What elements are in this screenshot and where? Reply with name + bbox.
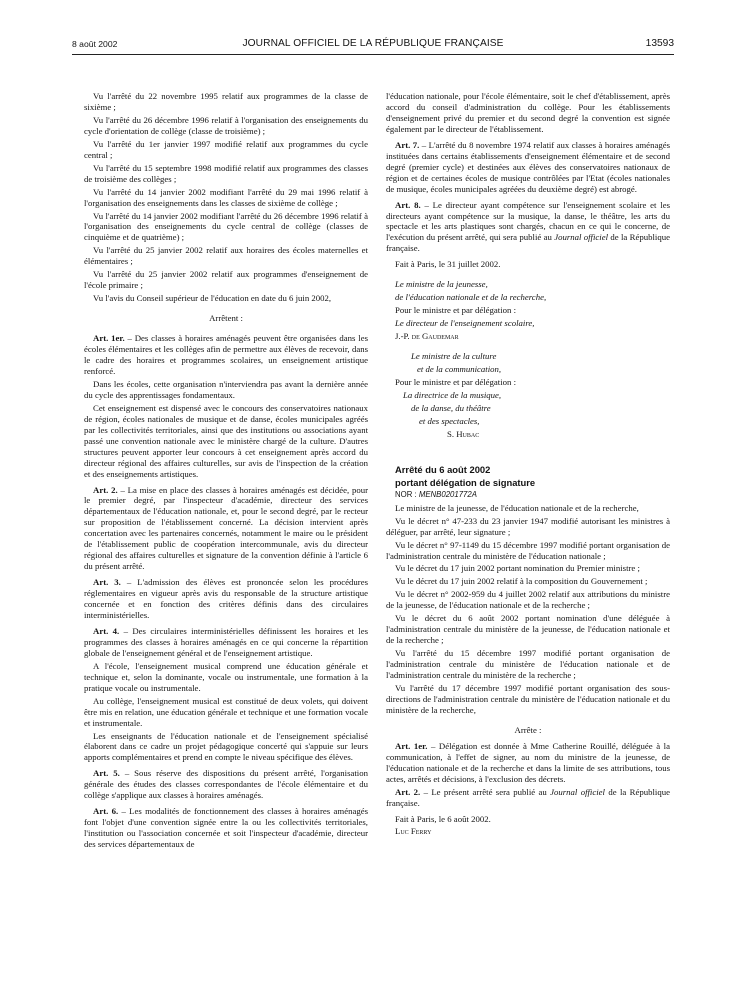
signature-line: Pour le ministre et par délégation :	[395, 376, 517, 387]
nor-reference: NOR : MENB0201772A	[395, 489, 477, 499]
vu-clause: Vu l'avis du Conseil supérieur de l'éducation en date du 6 juin 2002,	[93, 293, 332, 304]
vu-clause: Vu l'arrêté du 15 septembre 1998 modifié relatif aux programmes des classes de troisième des collèges ;	[84, 162, 368, 184]
article-label: Art. 5.	[93, 768, 120, 779]
paragraph: Le ministre de la jeunesse, de l'éducation nationale et de la recherche,	[395, 502, 639, 513]
article-label: Art. 2.	[93, 484, 118, 495]
article-8: Art. 8. – Le directeur ayant compétence sur l'enseignement scolaire et les directeurs ayant compétence sur la musique, la danse, le théâtre, les arts du spectacle et les arts plastiques sont chargés, chacun en ce qui le concerne, de l'exécution du présent arrêté, qui sera publié au Journal officiel de la République française.	[386, 199, 670, 254]
signature-line: de la danse, du théâtre	[411, 402, 491, 413]
article-label: Art. 2.	[395, 786, 421, 797]
arrete-heading: Arrête :	[514, 724, 542, 735]
vu-clause: Vu le décret du 6 août 2002 portant nomination d'une déléguée à l'administration centrale du ministère de la jeunesse, de l'éducation nationale et de la recherche ;	[386, 613, 670, 646]
paragraph: Les enseignants de l'éducation nationale et de l'enseignement spécialisé élaborent dans ce cadre un projet pédagogique concerté qui s'appuie sur leurs apports complémentaires et prend en compte le niveau spécifique des élèves.	[84, 730, 368, 763]
article-2: Art. 2. – Le présent arrêté sera publié au Journal officiel de la République française.	[386, 786, 670, 808]
vu-clause: Vu l'arrêté du 15 décembre 1997 modifié portant organisation de l'administration centrale du ministère de l'éducation nationale et de l'administration centrale du ministère de la recherche ;	[386, 648, 670, 681]
article-label: Art. 6.	[93, 806, 119, 817]
paragraph: l'éducation nationale, pour l'école élémentaire, soit le chef d'établissement, après accord du conseil d'administration du collège. Pour les établissements d'enseignement privé du premier et du second degré la convention est signée également par le directeur de l'établissement.	[386, 91, 670, 134]
vu-clause: Vu l'arrêté du 25 janvier 2002 relatif aux horaires des écoles maternelles et élémentaires ;	[84, 245, 368, 267]
article-label: Art. 1er.	[93, 333, 125, 344]
paragraph: Au collège, l'enseignement musical est constitué de deux volets, qui doivent être mis en relation, une éducation générale et technique et une formation vocale et instrumentale.	[84, 695, 368, 728]
article-label: Art. 3.	[93, 577, 121, 588]
left-column	[84, 91, 368, 852]
vu-clause: Vu l'arrêté du 17 décembre 1997 modifié portant organisation des sous-directions de l'administration centrale du ministère de l'éducation nationale et du ministère de la recherche,	[386, 682, 670, 715]
article-3: Art. 3. – L'admission des élèves est prononcée selon les procédures réglementaires en vigueur après avis du responsable de la structure artistique concernée et en fonction des critères définis dans des circulaires interministérielles.	[84, 577, 368, 620]
paragraph: A l'école, l'enseignement musical comprend une éducation générale et technique et, selon la dominante, vocale ou instrumentale, une formation à la pratique vocale ou instrumentale.	[84, 660, 368, 693]
article-4: Art. 4. – Des circulaires interministérielles définissent les horaires et les programmes des classes à horaires aménagés en ce qui concerne la répartition globale de l'enseignement général et de l'enseignement artistique.	[84, 625, 368, 658]
arretent-heading: Arrêtent :	[209, 313, 243, 324]
vu-clause: Vu l'arrêté du 14 janvier 2002 modifiant l'arrêté du 26 décembre 1996 relatif à l'organisation des enseignements du cycle central de collège (classes de cinquième et de quatrième) ;	[84, 210, 368, 243]
signature-line: de l'éducation nationale et de la recherche,	[395, 292, 547, 303]
vu-clause: Vu l'arrêté du 22 novembre 1995 relatif aux programmes de la classe de sixième ;	[84, 91, 368, 112]
signature-line: Le ministre de la culture	[411, 351, 497, 362]
vu-clause: Vu le décret n° 47-233 du 23 janvier 1947 modifié autorisant les ministres à déléguer, par arrêté, leur signature ;	[386, 515, 670, 537]
journal-title: JOURNAL OFFICIEL DE LA RÉPUBLIQUE FRANÇAISE	[242, 38, 504, 49]
signature-line: La directrice de la musique,	[403, 389, 502, 400]
vu-clause: Vu l'arrêté du 25 janvier 2002 relatif aux programmes d'enseignement de l'école primaire ;	[84, 269, 368, 291]
page-header	[72, 38, 674, 55]
signature-line: Pour le ministre et par délégation :	[395, 305, 517, 316]
article-label: Art. 8.	[395, 199, 421, 210]
article-label: Art. 4.	[93, 625, 120, 636]
article-label: Art. 7.	[395, 139, 420, 150]
article-1: Art. 1er. – Délégation est donnée à Mme Catherine Rouillé, déléguée à la communication, à l'effet de signer, au nom du ministre de la jeunesse, de l'éducation nationale et de la recherche et dans la limite de ses attributions, tous actes, arrêtés et décisions, à l'exclusion des décrets.	[386, 740, 670, 784]
vu-clause: Vu le décret du 17 juin 2002 relatif à la composition du Gouvernement ;	[395, 576, 648, 587]
article-1: Art. 1er. – Des classes à horaires aménagés peuvent être organisées dans les écoles élémentaires et les collèges afin de permettre aux élèves de recevoir, dans le cadre des horaires et programmes scolaires, un enseignement artistique renforcé.	[84, 333, 368, 376]
signature-line: et des spectacles,	[419, 415, 480, 426]
article-label: Art. 1er.	[395, 740, 428, 751]
vu-clause: Vu l'arrêté du 14 janvier 2002 modifiant l'arrêté du 29 mai 1996 relatif à l'organisation des enseignements dans les classes de sixième de collège ;	[84, 186, 368, 208]
vu-clause: Vu le décret n° 97-1149 du 15 décembre 1997 modifié portant organisation de l'administration centrale du ministère de l'éducation nationale ;	[386, 539, 670, 561]
vu-clause: Vu l'arrêté du 1er janvier 1997 modifié relatif aux programmes du cycle central ;	[84, 138, 368, 160]
fait-a-paris: Fait à Paris, le 6 août 2002.	[395, 813, 491, 824]
page-number: 13593	[645, 38, 674, 49]
signatory-name: Luc Ferry	[395, 826, 432, 837]
article-7: Art. 7. – L'arrêté du 8 novembre 1974 relatif aux classes à horaires aménagés instituées dans certains établissements d'enseignement élémentaire et de second degré (premier cycle) et destinées aux élèves des conservatoires nationaux de région et de certaines écoles de musique contrôlées par l'Etat (écoles nationales de musique, écoles municipales agréées du deuxième degré) est abrogé.	[386, 139, 670, 194]
vu-clause: Vu le décret n° 2002-959 du 4 juillet 2002 relatif aux attributions du ministre de la jeunesse, de l'éducation nationale et de la recherche ;	[386, 589, 670, 611]
vu-clause: Vu le décret du 17 juin 2002 portant nomination du Premier ministre ;	[395, 563, 640, 574]
signatory-name: J.-P. de Gaudemar	[395, 331, 459, 342]
signature-line: et de la communication,	[417, 364, 502, 375]
signature-line: Le directeur de l'enseignement scolaire,	[395, 318, 535, 329]
right-column	[386, 91, 670, 839]
arrete-subtitle: portant délégation de signature	[395, 476, 536, 488]
signatory-name: S. Hubac	[447, 428, 480, 439]
vu-clause: Vu l'arrêté du 26 décembre 1996 relatif à l'organisation des enseignements du cycle d'orientation de collège (classe de troisième) ;	[84, 114, 368, 136]
article-2: Art. 2. – La mise en place des classes à horaires aménagés est décidée, pour le premier degré, par l'inspecteur d'académie, directeur des services départementaux de l'éducation nationale, et, pour le second degré, par le recteur sur proposition de l'établissement concerné. La décision intervient après concertation avec les partenaires concernés, notamment le maire ou le président de l'établissement public de coopération intercommunale, avis du directeur régional des affaires culturelles et signature de la convention définie à l'article 6 du présent arrêté.	[84, 484, 369, 572]
article-6: Art. 6. – Les modalités de fonctionnement des classes à horaires aménagés font l'objet d'une convention signée entre la ou les collectivités territoriales, l'institution ou l'association concernée et soit l'inspecteur d'académie, directeur des services départementaux de	[84, 806, 368, 850]
article-5: Art. 5. – Sous réserve des dispositions du présent arrêté, l'organisation générale des études des classes correspondantes de l'école élémentaire et du collège s'applique aux classes à horaires aménagés.	[84, 768, 368, 801]
signature-line: Le ministre de la jeunesse,	[395, 279, 488, 290]
fait-a-paris: Fait à Paris, le 31 juillet 2002.	[395, 259, 501, 270]
header-date: 8 août 2002	[72, 39, 118, 49]
paragraph: Cet enseignement est dispensé avec le concours des conservatoires nationaux de région, écoles nationales de musique et de danse, écoles municipales agréés par les collectivités territoriales, ainsi que des institutions ou associations ayant passé une convention nationale avec le ministère chargé de la culture. D'autres structures peuvent apporter leur concours à cet enseignement après accord du directeur régional des affaires culturelles, sur avis de l'inspection de la création et des enseignements artistiques.	[84, 402, 368, 479]
paragraph: Dans les écoles, cette organisation n'interviendra pas avant la dernière année du cycle des apprentissages fondamentaux.	[84, 378, 368, 400]
arrete-title: Arrêté du 6 août 2002	[395, 463, 491, 475]
